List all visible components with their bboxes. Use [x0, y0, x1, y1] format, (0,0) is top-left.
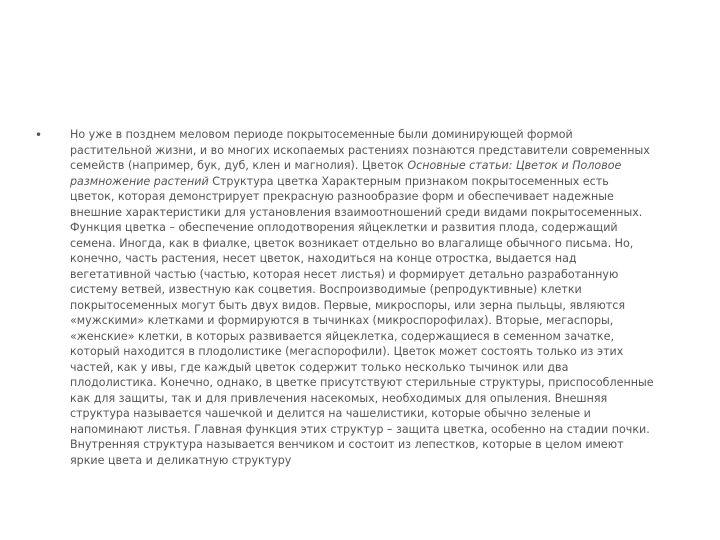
body-paragraph [70, 127, 655, 468]
paragraph-text-rest: Структура цветка Характерным признаком покрытосеменных есть цветок, которая демонстрирует прекрасную разнообразие форм и обеспечивает надежные внешние характеристики для установления взаимоотношений среди видами покрытосеменных. Функция цветка – обеспечение оплодотворения яйцеклетки и развития плода, содержащий семена. Иногда, как в фиалке, цветок возникает отдельно во влагалище обычного письма. Но, конечно, часть растения, несет цветок, находиться на конце отростка, выдается над вегетативной частью (частью, которая несет листья) и формирует детально разработанную систему ветвей, известную как соцветия. Воспроизводимые (репродуктивные) клетки покрытосеменных могут быть двух видов. Первые, микроспоры, или зерна пыльцы, являются «мужскими» клетками и формируются в тычинках (микроспорофилах). Вторые, мегаспоры, «женские» клетки, в которых развивается яйцеклетка, содержащиеся в семенном зачатке, который находится в плодолистике (мегаспорофили). Цветок может состоять только из этих частей, как у ивы, где каждый цветок содержит только несколько тычинок или два плодолистика. Конечно, однако, в цветке присутствуют стерильные структуры, приспособленные как для защиты, так и для привлечения насекомых, необходимых для опыления. Внешняя структура называется чашечкой и делится на чашелистики, которые обычно зеленые и напоминают листья. Главная функция этих структур – защита цветка, особенно на стадии почки. Внутренняя структура называется венчиком и состоит из лепестков, которые в целом имеют яркие цвета и деликатную структуру [70, 174, 654, 467]
paragraph-text-start: Но уже в позднем меловом периоде покрытосеменные были доминирующей формой растительной жизни, и во многих ископаемых растениях познаются представители современных семейств (например, бук, дуб, клен и магнолия). Цветок [70, 128, 650, 172]
bullet-marker: • [35, 128, 43, 142]
paragraph-italic-reference: Основные статьи: Цветок и Половое размножение растений [70, 159, 622, 188]
